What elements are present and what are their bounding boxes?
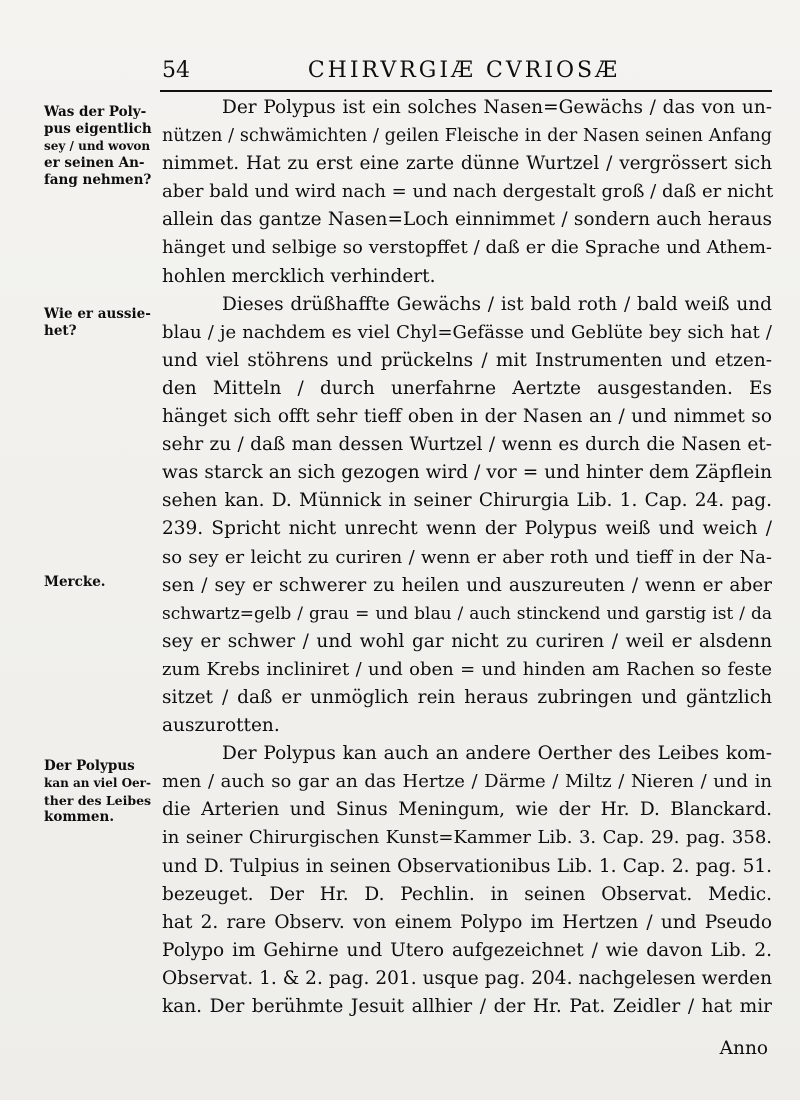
margin-note-line: Wie er aussie-: [44, 306, 151, 322]
text-line: nützen / schwämichten / geilen Fleische in der Nasen seinen Anfang: [162, 126, 772, 147]
text-line: die Arterien und Sinus Meningum, wie der Hr. D. Blanckard.: [162, 799, 772, 821]
text-line: hat 2. rare Observ. von einem Polypo im Hertzen / und Pseudo: [162, 911, 772, 933]
text-line: sehen kan. D. Münnick in seiner Chirurgia Lib. 1. Cap. 24. pag.: [162, 490, 772, 512]
text-line: sehr zu / daß man dessen Wurtzel / wenn es durch die Nasen et-: [162, 434, 772, 456]
page-number: 54: [162, 58, 190, 83]
text-line: Dieses drüßhaffte Gewächs / ist bald roth / bald weiß und: [222, 293, 772, 315]
text-line: 239. Spricht nicht unrecht wenn der Polypus weiß und weich /: [162, 518, 772, 540]
body-text: [162, 94, 772, 1021]
margin-note: [44, 306, 152, 340]
text-line: Der Polypus kan auch an andere Oerther des Leibes kom-: [222, 743, 772, 765]
text-line: was starck an sich gezogen wird / vor = und hinter dem Zäpflein: [162, 462, 772, 484]
margin-note-line: sey / und wovon: [44, 139, 151, 153]
text-line: schwartz=gelb / grau = und blau / auch stinckend und garstig ist / da: [162, 603, 772, 624]
page-header: [158, 58, 770, 86]
text-line: hohlen mercklich verhindert.: [162, 265, 436, 287]
text-line: und D. Tulpius in seinen Observationibus Lib. 1. Cap. 2. pag. 51.: [162, 855, 772, 877]
margin-note-line: kommen.: [44, 809, 115, 825]
text-line: Observat. 1. & 2. pag. 201. usque pag. 204. nachgelesen werden: [162, 967, 772, 989]
margin-note-line: Mercke.: [44, 574, 106, 590]
margin-note: [44, 758, 152, 826]
margin-note-line: pus eigentlich: [44, 121, 152, 137]
running-head: CHIRVRGIÆ CVRIOSÆ: [307, 58, 621, 83]
margin-note: [44, 574, 152, 591]
margin-note: [44, 104, 152, 189]
text-line: sen / sey er schwerer zu heilen und auszureuten / wenn er aber: [162, 574, 772, 596]
text-line: bezeuget. Der Hr. D. Pechlin. in seinen Observat. Medic.: [162, 883, 772, 905]
header-rule: [160, 90, 772, 92]
text-line: und viel stöhrens und prückelns / mit Instrumenten und etzen-: [162, 349, 772, 371]
text-line: men / auch so gar an das Hertze / Därme / Miltz / Nieren / und in: [162, 771, 772, 793]
text-line: sey er schwer / und wohl gar nicht zu curiren / weil er alsdenn: [162, 630, 772, 652]
catchword: Anno: [719, 1038, 768, 1059]
text-line: sitzet / daß er unmöglich rein heraus zubringen und gäntzlich: [162, 686, 772, 708]
margin-note-line: kan an viel Oer-: [44, 776, 151, 790]
text-line: kan. Der berühmte Jesuit allhier / der Hr. Pat. Zeidler / hat mir: [162, 996, 772, 1017]
text-line: blau / je nachdem es viel Chyl=Gefässe und Geblüte bey sich hat /: [162, 321, 772, 343]
text-line: auszurotten.: [162, 715, 280, 737]
text-line: hänget sich offt sehr tieff oben in der Nasen an / und nimmet so: [162, 406, 772, 428]
margin-note-line: ther des Leibes: [44, 793, 152, 808]
margin-note-line: Was der Poly-: [44, 104, 147, 120]
text-line: so sey er leicht zu curiren / wenn er aber roth und tieff in der Na-: [162, 546, 772, 568]
margin-note-line: het?: [44, 323, 77, 339]
margin-note-line: Der Polypus: [44, 758, 135, 774]
text-line: hänget und selbige so verstopffet / daß er die Sprache und Athem-: [162, 237, 772, 259]
text-line: Der Polypus ist ein solches Nasen=Gewächs / das von un-: [222, 97, 772, 118]
text-line: den Mitteln / durch unerfahrne Aertzte ausgestanden. Es: [162, 377, 772, 399]
text-line: nimmet. Hat zu erst eine zarte dünne Wurtzel / vergrössert sich: [162, 153, 772, 175]
text-line: in seiner Chirurgischen Kunst=Kammer Lib. 3. Cap. 29. pag. 358.: [162, 827, 772, 849]
margin-note-line: fang nehmen?: [44, 172, 152, 188]
text-line: zum Krebs incliniret / und oben = und hinden am Rachen so feste: [162, 658, 772, 680]
text-line: aber bald und wird nach = und nach dergestalt groß / daß er nicht: [162, 181, 774, 203]
margin-note-line: er seinen An-: [44, 155, 145, 171]
text-line: Polypo im Gehirne und Utero aufgezeichnet / wie davon Lib. 2.: [162, 939, 772, 961]
text-line: allein das gantze Nasen=Loch einnimmet / sondern auch heraus: [162, 209, 772, 231]
